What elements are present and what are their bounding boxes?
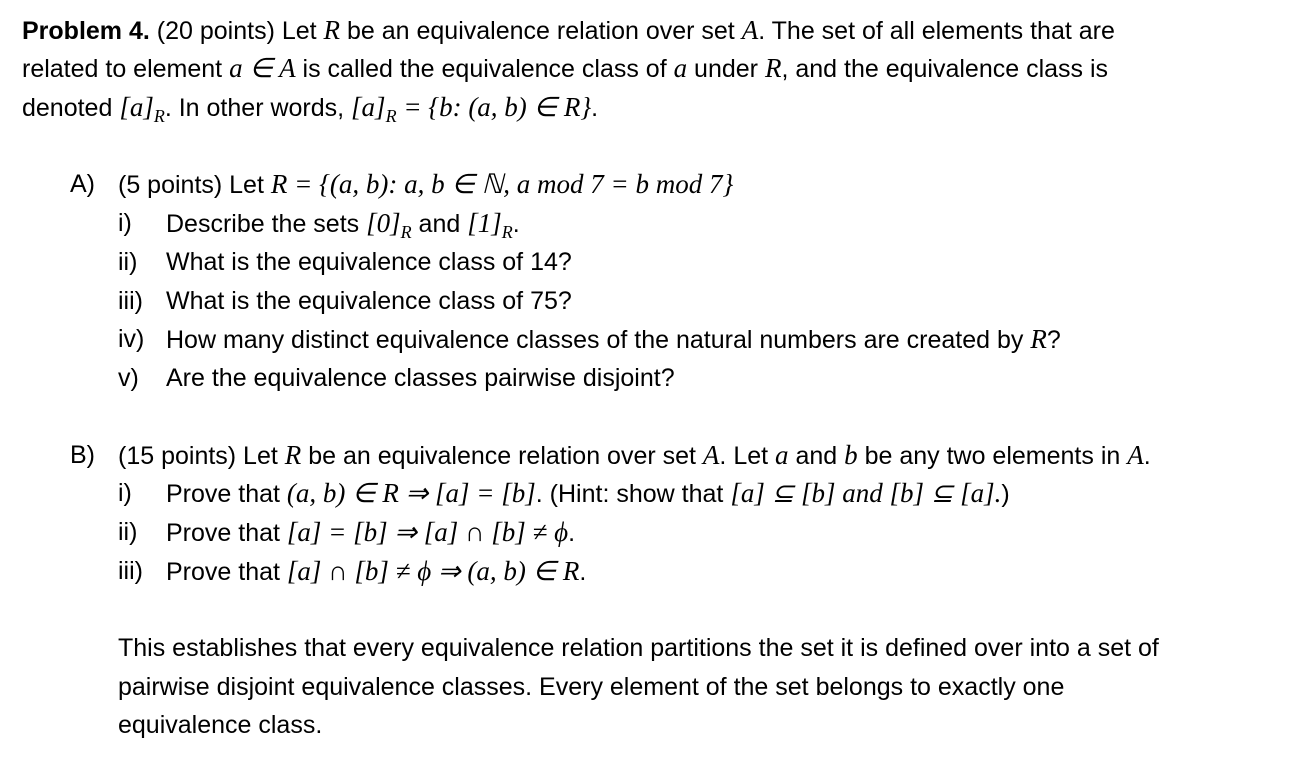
part-b-label: B) [70, 441, 95, 469]
conclusion-line-2: pairwise disjoint equivalence classes. Every element of the set belongs to exactly one [118, 673, 1065, 701]
part-a-item-ii: What is the equivalence class of 14? [166, 248, 572, 276]
problem-line-1: Problem 4. (20 points) Let R be an equivalence relation over set A. The set of all elements that are [22, 15, 1115, 45]
part-a-item-i: Describe the sets $[0]_R$ and $[1]_R$. [166, 208, 520, 242]
part-a-item-iv: How many distinct equivalence classes of the natural numbers are created by R? [166, 324, 1061, 354]
part-b-item-num: i) [118, 479, 132, 507]
part-b-item-iii: Prove that [a] ∩ [b] ≠ ϕ ⇒ (a, b) ∈ R. [166, 556, 587, 586]
problem-line-2: related to element a ∈ A is called the equivalence class of a under R, and the equivalence class is [22, 53, 1109, 83]
problem-heading: Problem 4. [22, 17, 150, 45]
part-b-intro: (15 points) Let R be an equivalence relation over set A. Let a and b be any two elements in A. [118, 440, 1151, 470]
part-a-item-num: ii) [118, 248, 138, 276]
part-a-item-iii: What is the equivalence class of 75? [166, 287, 572, 315]
part-a-intro: (5 points) Let R = {(a, b): a, b ∈ ℕ, a mod 7 = b mod 7} [118, 169, 734, 199]
part-a-item-num: i) [118, 209, 132, 237]
part-b-item-i: Prove that (a, b) ∈ R ⇒ [a] = [b]. (Hint: show that [a] ⊆ [b] and [b] ⊆ [a].) [166, 478, 1010, 508]
part-a-item-num: v) [118, 364, 139, 392]
conclusion-line-3: equivalence class. [118, 711, 323, 739]
part-a-item-num: iii) [118, 287, 143, 315]
problem-line-3: denoted $[a]_R$. In other words, $[a]_R = \{b$: (a, b) ∈ R}. [22, 92, 599, 126]
part-b-item-num: ii) [118, 518, 138, 546]
conclusion-line-1: This establishes that every equivalence relation partitions the set it is defined over into a set of [118, 634, 1159, 662]
part-b-item-ii: Prove that [a] = [b] ⇒ [a] ∩ [b] ≠ ϕ. [166, 517, 576, 547]
part-a-label: A) [70, 170, 95, 198]
part-a-item-num: iv) [118, 325, 145, 353]
part-b-item-num: iii) [118, 557, 143, 585]
part-a-item-v: Are the equivalence classes pairwise disjoint? [166, 364, 675, 392]
